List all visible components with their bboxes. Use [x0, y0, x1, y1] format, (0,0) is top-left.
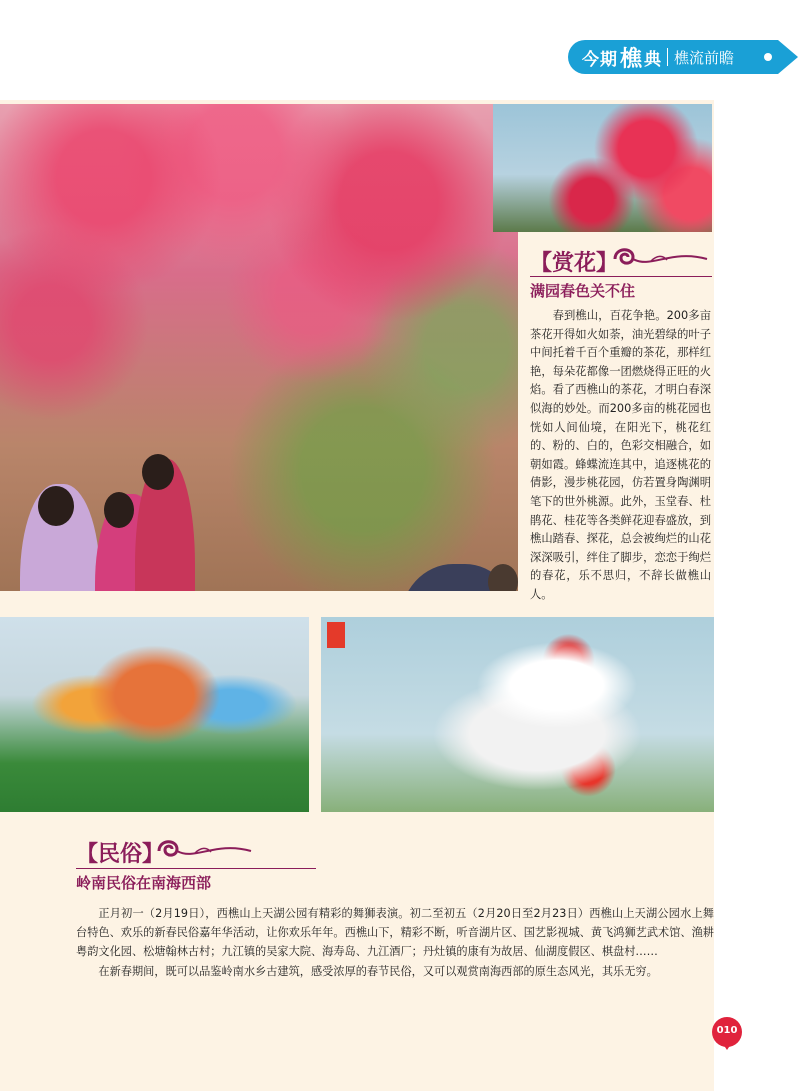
header-divider: [667, 48, 668, 66]
lion-dance-photo: [321, 617, 714, 812]
peach-blossom-photo: [0, 104, 518, 591]
page-number-badge: 010: [712, 1017, 742, 1047]
red-flag-icon: [327, 622, 345, 648]
camellia-photo: [493, 104, 712, 232]
header-label-part2: 樵: [620, 45, 643, 72]
folk-section-tag: 【民俗】: [76, 842, 165, 867]
section-header-banner: [568, 40, 778, 74]
folk-body-text: [76, 904, 714, 981]
folk-paragraph-2: 在新春期间，既可以品鉴岭南水乡古建筑，感受浓厚的春节民俗，又可以观赏南海西部的原生态风光，其乐无穷。: [98, 964, 658, 978]
header-dot-icon: [764, 53, 772, 61]
flower-body-text: 春到樵山，百花争艳。200多亩茶花开得如火如荼，油光碧绿的叶子中间托着千百个重瓣的茶花，那样红艳，每朵花都像一团燃烧得正旺的火焰。看了西樵山的茶花，才明白春深似海的妙处。而200多亩的桃花园也恍如人间仙境，在阳光下，桃花红的、粉的、白的，色彩交相融合，如朝如霞。蜂蝶流连其中，追逐桃花的倩影，漫步桃花园，仿若置身陶渊明笔下的世外桃源。此外，玉堂春、杜鹃花、桂花等各类鲜花迎春盛放，到樵山踏春、探花，总会被绚烂的山花深深吸引，绊住了脚步，恋恋于绚烂的春花，乐不思归，不辞长做樵山人。: [530, 309, 711, 601]
photo-person-head: [488, 564, 518, 591]
header-label-part3: 典: [644, 49, 662, 70]
folk-title-rule: [76, 868, 316, 869]
decorative-swirl-icon: [155, 835, 255, 865]
flower-title-rule: [530, 276, 712, 277]
flower-section-tag: 【赏花】: [530, 251, 619, 276]
page-number-tail-icon: [723, 1044, 731, 1050]
decorative-swirl-icon: [611, 243, 711, 273]
carnival-stage-photo: [0, 617, 309, 812]
flower-subtitle: 满园春色关不住: [530, 282, 636, 300]
header-arrow-icon: [778, 40, 798, 74]
folk-subtitle: 岭南民俗在南海西部: [76, 874, 212, 892]
photo-person-head: [104, 492, 134, 528]
header-label-part1: 今期: [582, 49, 618, 70]
photo-person-head: [38, 486, 74, 526]
folk-paragraph-1: 正月初一（2月19日），西樵山上天湖公园有精彩的舞狮表演。初二至初五（2月20日至2月23日）西樵山上天湖公园水上舞台特色、欢乐的新春民俗嘉年华活动，让你欢乐年年。西樵山下，精彩不断，听音湖片区、国艺影视城、黄飞鸿狮艺武术馆、渔耕粤韵文化园、松塘翰林古村；九江镇的吴家大院、海寿岛、九江酒厂；丹灶镇的康有为故居、仙湖度假区、棋盘村……: [76, 907, 714, 959]
header-section-name: 樵流前瞻: [674, 48, 735, 67]
photo-person-head: [142, 454, 174, 490]
